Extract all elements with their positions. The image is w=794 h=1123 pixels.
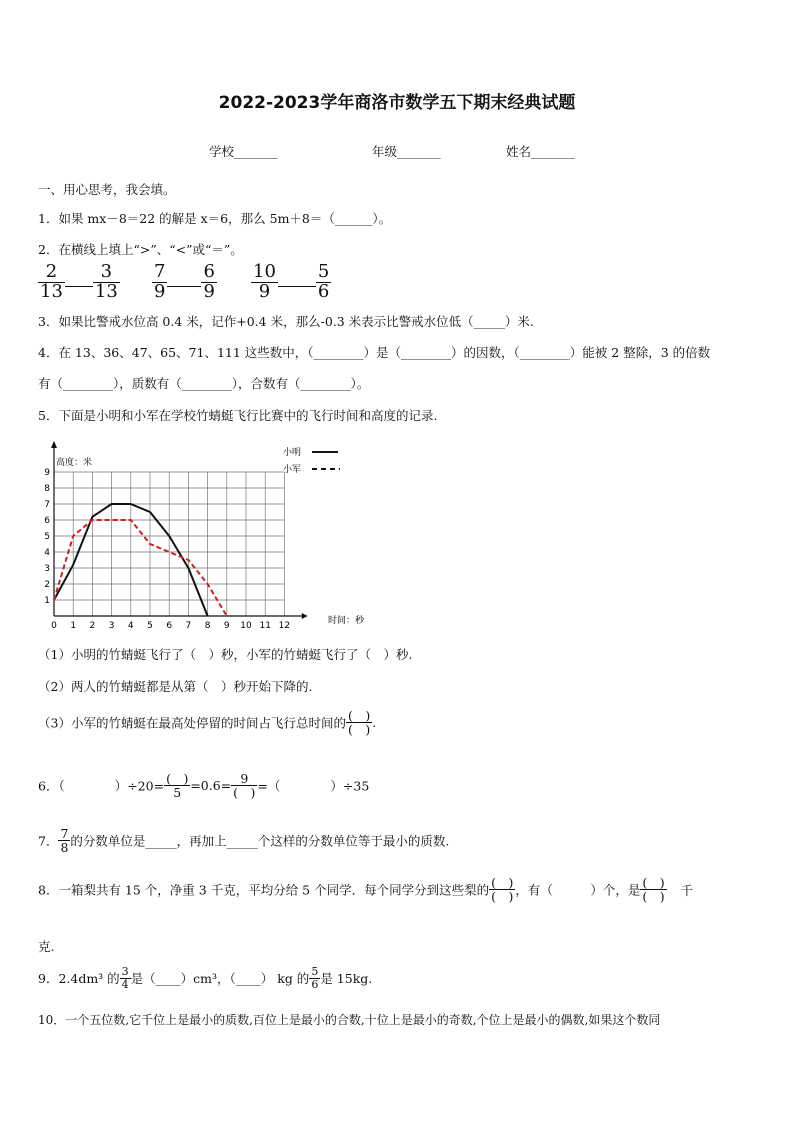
y-tick-label: 4 bbox=[44, 548, 50, 558]
fraction: $\frac{7}{9}$ bbox=[154, 261, 166, 302]
question-8 bbox=[38, 876, 693, 903]
question-5: 5．下面是小明和小军在学校竹蜻蜓飞行比赛中的飞行时间和高度的记录. bbox=[38, 408, 438, 423]
answer-blank[interactable] bbox=[65, 286, 93, 287]
question-5-3-text: （3）小军的竹蜻蜓在最高处停留的时间占飞行总时间的 bbox=[38, 715, 346, 731]
question-2-fractions bbox=[152, 263, 217, 302]
page-title: 2022-2023学年商洛市数学五下期末经典试题 bbox=[218, 93, 576, 113]
section-heading: 一、用心思考，我会填。 bbox=[38, 182, 176, 197]
x-tick-label: 9 bbox=[223, 621, 230, 631]
question-9-part: 9．2.4dm³ 的 bbox=[38, 971, 120, 987]
answer-fraction[interactable]: $\frac{( )}{5}$ bbox=[166, 771, 189, 801]
y-tick-label: 1 bbox=[44, 596, 50, 606]
question-9 bbox=[38, 966, 372, 990]
y-tick-label: 2 bbox=[44, 580, 50, 590]
question-9-part: 是（____）cm³，（____） kg 的 bbox=[130, 971, 310, 987]
question-8-part: 千 bbox=[680, 882, 694, 898]
question-5-1: （1）小明的竹蜻蜓飞行了（ ）秒，小军的竹蜻蜓飞行了（ ）秒. bbox=[38, 647, 413, 662]
question-7 bbox=[38, 827, 449, 854]
question-5-3: （3）小军的竹蜻蜓在最高处停留的时间占飞行总时间的 $\frac{( )}{( )}$ . bbox=[38, 708, 377, 738]
y-tick-label: 6 bbox=[44, 516, 50, 526]
question-2-fractions bbox=[38, 263, 120, 302]
x-tick-label: 11 bbox=[259, 621, 271, 631]
question-6-part: =0.6= bbox=[190, 778, 232, 794]
x-axis-arrow bbox=[302, 613, 308, 619]
x-axis-label: 时间：秒 bbox=[328, 616, 365, 626]
y-tick-label: 3 bbox=[44, 564, 50, 574]
x-tick-label: 3 bbox=[108, 621, 115, 631]
chart-series bbox=[54, 504, 227, 616]
school-field: 学校_______ bbox=[209, 144, 278, 159]
grade-field: 年级_______ bbox=[372, 144, 441, 159]
fraction: $\frac{3}{13}$ bbox=[94, 261, 118, 302]
x-tick-label: 10 bbox=[240, 621, 252, 631]
x-tick-label: 6 bbox=[166, 621, 173, 631]
answer-fraction[interactable]: $\frac{( )}{( )}$ bbox=[491, 875, 514, 905]
chart-grid bbox=[54, 472, 284, 616]
x-tick-label: 4 bbox=[127, 621, 134, 631]
fraction: $\frac{5}{6}$ bbox=[311, 965, 319, 991]
question-7-number: 7． bbox=[38, 833, 59, 849]
x-tick-label: 7 bbox=[185, 621, 192, 631]
question-2: 2．在横线上填上“>”、“<”或“＝”。 bbox=[38, 242, 243, 257]
answer-blank[interactable] bbox=[167, 286, 201, 287]
fraction: $\frac{7}{8}$ bbox=[60, 826, 69, 856]
legend-label-xiaojun: 小军 bbox=[283, 465, 302, 475]
question-4-line2: 有（________），质数有（________），合数有（________）。 bbox=[38, 376, 370, 391]
answer-fraction[interactable]: $\frac{( )}{( )}$ bbox=[642, 875, 665, 905]
x-tick-label: 5 bbox=[147, 621, 153, 631]
x-tick-label: 12 bbox=[278, 621, 291, 631]
question-8-end: 克. bbox=[38, 939, 55, 954]
y-axis-label: 高度：米 bbox=[56, 458, 93, 468]
question-6-part: 6．（ ）÷20= bbox=[38, 778, 165, 794]
question-9-part: 是 15kg. bbox=[320, 971, 373, 987]
answer-blank[interactable] bbox=[278, 286, 316, 287]
question-5-2: （2）两人的竹蜻蜓都是从第（ ）秒开始下降的. bbox=[38, 679, 313, 694]
x-tick-label: 2 bbox=[89, 621, 96, 631]
fraction: $\frac{6}{9}$ bbox=[203, 261, 215, 302]
y-tick-label: 8 bbox=[44, 484, 50, 494]
fraction: $\frac{5}{6}$ bbox=[317, 261, 330, 302]
name-field: 姓名_______ bbox=[506, 144, 575, 159]
question-7-text: 的分数单位是_____，再加上_____个这样的分数单位等于最小的质数. bbox=[70, 833, 450, 849]
x-tick-label: 8 bbox=[204, 621, 211, 631]
legend bbox=[283, 446, 340, 475]
question-6-part: =（ ）÷35 bbox=[257, 778, 370, 794]
flight-chart bbox=[40, 436, 365, 632]
question-3: 3．如果比警戒水位高 0.4 米，记作+0.4 米，那么-0.3 米表示比警戒水位低（_____）米. bbox=[38, 314, 534, 329]
x-tick-label: 0 bbox=[51, 621, 57, 631]
y-tick-label: 5 bbox=[44, 532, 50, 542]
y-axis-arrow bbox=[51, 441, 57, 448]
legend-label-xiaoming: 小明 bbox=[283, 448, 302, 458]
fraction: $\frac{10}{9}$ bbox=[253, 261, 276, 302]
question-8-part: ，有（ ）个，是 bbox=[515, 882, 641, 898]
y-tick-label: 9 bbox=[44, 468, 50, 478]
x-tick-label: 1 bbox=[70, 621, 77, 631]
question-8-part: 8．一箱梨共有 15 个，净重 3 千克，平均分给 5 个同学．每个同学分到这些梨的 bbox=[38, 882, 490, 898]
fraction: $\frac{2}{13}$ bbox=[40, 261, 63, 302]
question-1: 1．如果 mx－8＝22 的解是 x＝6，那么 5m＋8＝（______）。 bbox=[38, 211, 392, 226]
question-6 bbox=[38, 772, 369, 799]
question-4-line1: 4．在 13、36、47、65、71、111 这些数中，（________）是（________）的因数，（________）能被 2 整除，3 的倍数 bbox=[38, 345, 711, 360]
answer-fraction[interactable]: $\frac{( )}{( )}$ bbox=[347, 708, 371, 738]
fraction: $\frac{3}{4}$ bbox=[121, 965, 129, 991]
answer-fraction[interactable]: $\frac{9}{( )}$ bbox=[233, 771, 256, 801]
y-tick-label: 7 bbox=[44, 500, 50, 510]
question-10: 10．一个五位数,它千位上是最小的质数,百位上是最小的合数,十位上是最小的奇数,个位上是最小的偶数,如果这个数同 bbox=[38, 1013, 661, 1027]
question-2-fractions bbox=[251, 263, 331, 302]
chart-ticks bbox=[44, 468, 290, 631]
